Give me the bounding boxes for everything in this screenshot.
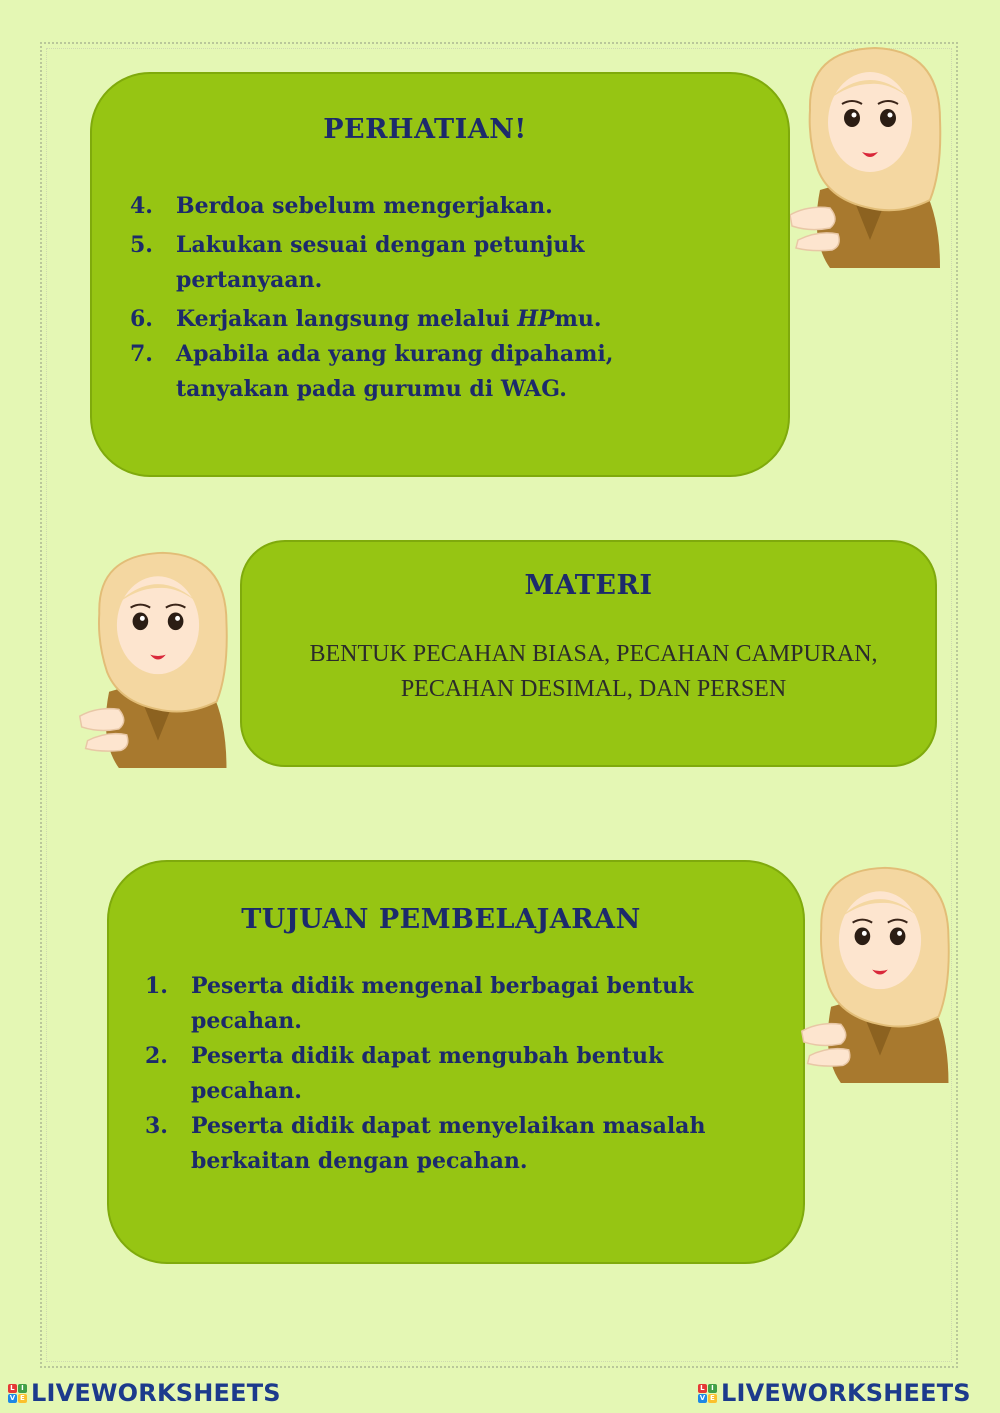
list-number: 2. [145, 1043, 168, 1069]
list-text: Apabila ada yang kurang dipahami, tanyakan pada gurumu di WAG. [176, 341, 614, 402]
list-item [145, 969, 755, 1039]
teacher-illustration [790, 40, 950, 270]
footer-brand-right [698, 1378, 971, 1408]
list-text: Kerjakan langsung melalui [176, 306, 518, 332]
list-item [145, 1039, 755, 1109]
list-item [130, 189, 730, 224]
list-text-italic: HP [517, 306, 555, 332]
teacher-illustration [78, 545, 238, 770]
tujuan-list [145, 969, 755, 1179]
liveworksheets-logo-icon: L I V E [8, 1384, 27, 1403]
tujuan-card [107, 860, 805, 1264]
list-text: Berdoa sebelum mengerjakan. [176, 193, 553, 219]
teacher-illustration [800, 860, 960, 1085]
list-item [145, 1109, 755, 1179]
footer-brand-left [8, 1378, 281, 1408]
list-item [130, 228, 730, 298]
list-number: 1. [145, 973, 168, 999]
list-item [130, 302, 730, 337]
brand-text: LIVEWORKSHEETS [721, 1379, 971, 1407]
list-item [130, 337, 730, 407]
list-number: 6. [130, 306, 153, 332]
list-number: 5. [130, 232, 153, 258]
list-number: 4. [130, 193, 153, 219]
perhatian-title: PERHATIAN! [323, 114, 527, 145]
list-text: Lakukan sesuai dengan petunjuk pertanyaan. [176, 232, 585, 293]
list-text: Peserta didik dapat menyelaikan masalah berkaitan dengan pecahan. [191, 1113, 706, 1174]
materi-title: MATERI [524, 570, 653, 601]
perhatian-list [130, 189, 730, 407]
list-text: Peserta didik mengenal berbagai bentuk pecahan. [191, 973, 694, 1034]
materi-card [240, 540, 937, 767]
brand-text: LIVEWORKSHEETS [31, 1379, 281, 1407]
materi-body: BENTUK PECAHAN BIASA, PECAHAN CAMPURAN, PECAHAN DESIMAL, DAN PERSEN [309, 641, 878, 702]
perhatian-card [90, 72, 790, 477]
list-number: 3. [145, 1113, 168, 1139]
list-number: 7. [130, 341, 153, 367]
list-text: Peserta didik dapat mengubah bentuk pecahan. [191, 1043, 664, 1104]
list-text-suffix: mu. [554, 306, 602, 332]
liveworksheets-logo-icon: L I V E [698, 1384, 717, 1403]
tujuan-title: TUJUAN PEMBELAJARAN [241, 904, 641, 935]
